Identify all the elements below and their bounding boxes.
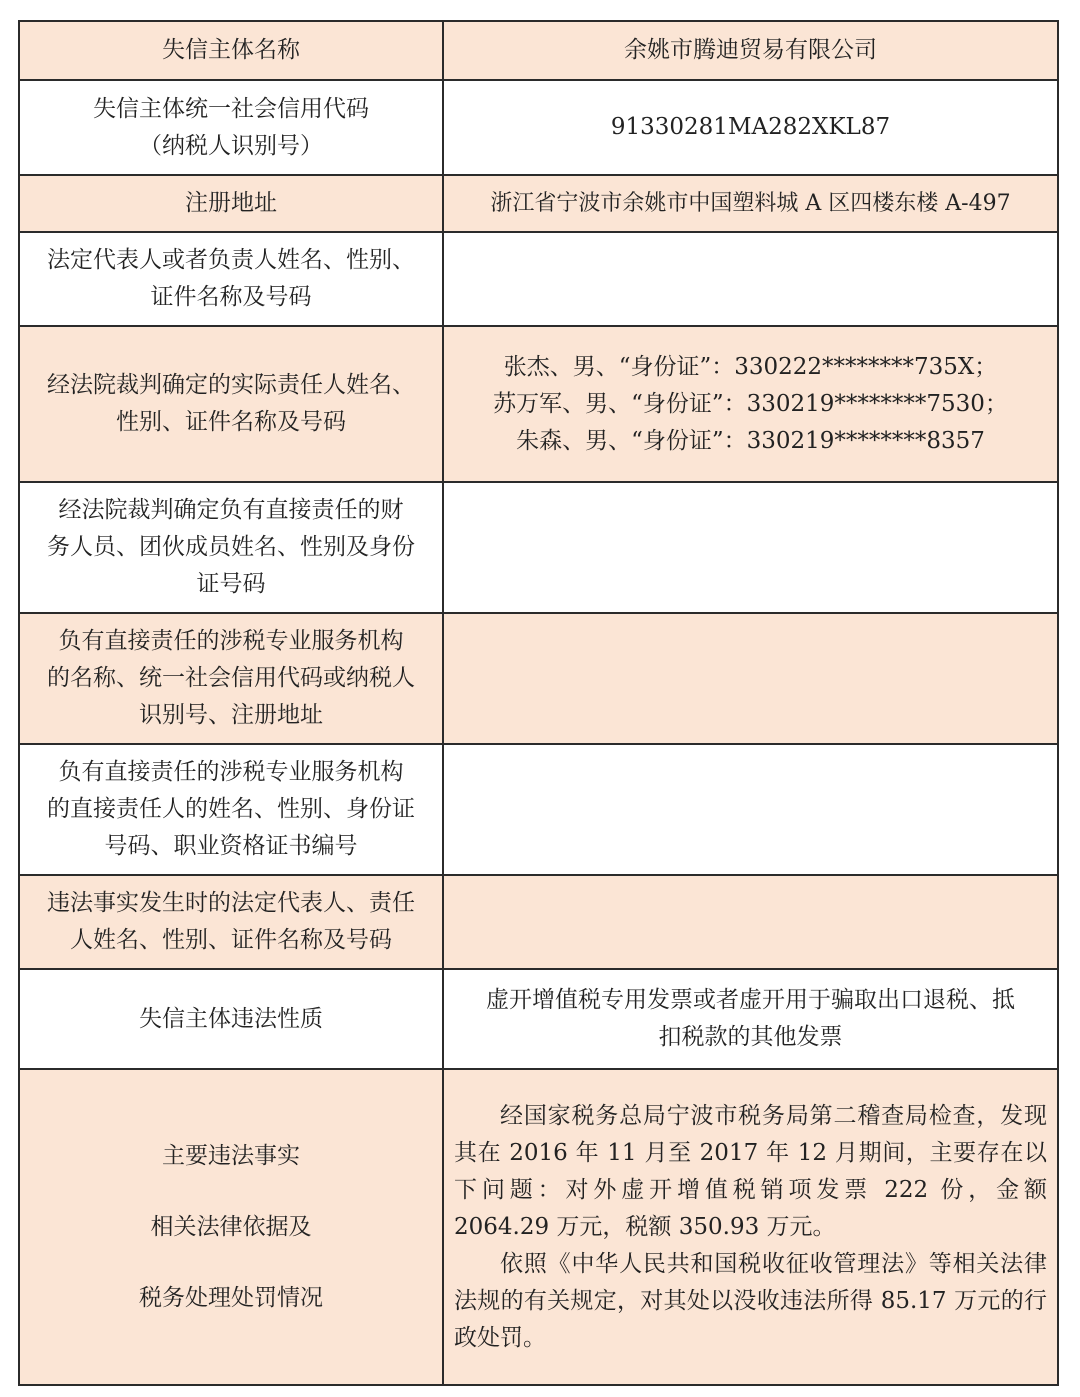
row-label: 注册地址 <box>19 175 443 232</box>
table-row <box>19 969 1058 1069</box>
table-row <box>19 80 1058 175</box>
row-label: 失信主体统一社会信用代码 （纳税人识别号） <box>19 80 443 175</box>
row-label: 失信主体违法性质 <box>19 969 443 1069</box>
row-value: 91330281MA282XKL87 <box>443 80 1058 175</box>
row-value <box>443 482 1058 613</box>
row-value: 张杰、男、“身份证”：330222********735X； 苏万军、男、“身份证”：330219********7530； 朱森、男、“身份证”：330219********8357 <box>443 326 1058 482</box>
info-table <box>18 20 1059 1386</box>
table-row <box>19 744 1058 875</box>
row-value <box>443 875 1058 969</box>
row-label: 违法事实发生时的法定代表人、责任 人姓名、性别、证件名称及号码 <box>19 875 443 969</box>
table-row <box>19 1069 1058 1385</box>
row-value: 余姚市腾迪贸易有限公司 <box>443 21 1058 80</box>
table-row <box>19 326 1058 482</box>
penalty-paragraph: 依照《中华人民共和国税收征收管理法》等相关法律法规的有关规定，对其处以没收违法所得 85.17 万元的行政处罚。 <box>454 1250 1047 1351</box>
row-value: 虚开增值税专用发票或者虚开用于骗取出口退税、抵 扣税款的其他发票 <box>443 969 1058 1069</box>
row-label: 负有直接责任的涉税专业服务机构 的直接责任人的姓名、性别、身份证 号码、职业资格证书编号 <box>19 744 443 875</box>
row-label: 经法院裁判确定的实际责任人姓名、 性别、证件名称及号码 <box>19 326 443 482</box>
row-value: 浙江省宁波市余姚市中国塑料城 A 区四楼东楼 A-497 <box>443 175 1058 232</box>
table-row <box>19 21 1058 80</box>
table-row <box>19 482 1058 613</box>
table-row <box>19 613 1058 744</box>
row-value <box>443 232 1058 326</box>
row-label: 主要违法事实 相关法律依据及 税务处理处罚情况 <box>19 1069 443 1385</box>
table-row <box>19 875 1058 969</box>
table-row <box>19 175 1058 232</box>
row-value <box>443 1069 1058 1385</box>
row-label: 法定代表人或者负责人姓名、性别、 证件名称及号码 <box>19 232 443 326</box>
table-row <box>19 232 1058 326</box>
row-value <box>443 744 1058 875</box>
row-label: 负有直接责任的涉税专业服务机构 的名称、统一社会信用代码或纳税人 识别号、注册地址 <box>19 613 443 744</box>
row-label: 失信主体名称 <box>19 21 443 80</box>
facts-paragraph: 经国家税务总局宁波市税务局第二稽查局检查，发现其在 2016 年 11 月至 2017 年 12 月期间，主要存在以下问题：对外虚开增值税销项发票 222 份，金额 2064.29 万元，税额 350.93 万元。 <box>454 1102 1047 1240</box>
row-value <box>443 613 1058 744</box>
row-label: 经法院裁判确定负有直接责任的财 务人员、团伙成员姓名、性别及身份 证号码 <box>19 482 443 613</box>
